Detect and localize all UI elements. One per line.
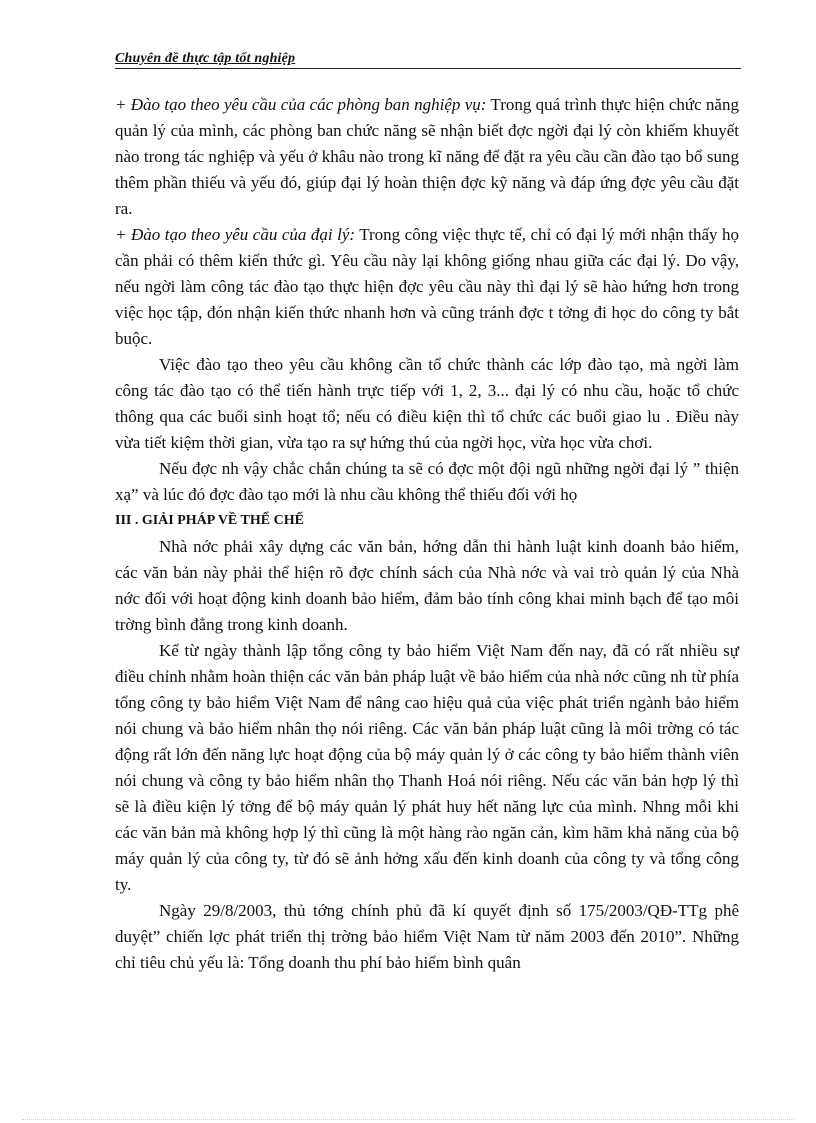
lead-agent-training: + Đào tạo theo yêu cầu của đại lý:	[115, 225, 356, 244]
page-header	[115, 46, 741, 69]
paragraph-training-result: Nếu đợc nh vậy chắc chắn chúng ta sẽ có đợc một đội ngũ những ngời đại lý ” thiện xạ” và lúc đó đợc đào tạo mới là nhu cầu không thể thiếu đối với họ	[115, 459, 739, 504]
lead-department-training: + Đào tạo theo yêu cầu của các phòng ban nghiệp vụ:	[115, 95, 487, 114]
paragraph-agent-training	[115, 222, 739, 352]
document-body	[115, 92, 739, 976]
header-title: Chuyên đề thực tập tốt nghiệp	[115, 51, 296, 66]
paragraph-state-documents: Nhà nớc phải xây dựng các văn bản, hớng dẫn thi hành luật kinh doanh bảo hiểm, các văn bản này phải thể hiện rõ đợc chính sách của Nhà nớc và vai trò quản lý của Nhà nớc đối với hoạt động kinh doanh bảo hiểm, đảm bảo tính công khai minh bạch để tạo môi trờng bình đẳng trong kinh doanh.	[115, 537, 739, 634]
paragraph-legal-adjustments: Kể từ ngày thành lập tổng công ty bảo hiểm Việt Nam đến nay, đã có rất nhiều sự điều chỉnh nhằm hoàn thiện các văn bản pháp luật về bảo hiểm của nhà nớc cũng nh từ phía tổng công ty bảo hiểm Việt Nam để nâng cao hiệu quả của việc phát triển ngành bảo hiểm nói chung và bảo hiểm nhân thọ nói riêng. Các văn bản pháp luật cũng là môi trờng có tác động rất lớn đến năng lực hoạt động của bộ máy quản lý ở các công ty bảo hiểm thành viên nói chung và công ty bảo hiểm nhân thọ Thanh Hoá nói riêng. Nếu các văn bản hợp lý thì sẽ là điều kiện lý tởng để bộ máy quản lý phát huy hết năng lực của mình. Nhng mỗi khi các văn bản mà không hợp lý thì cũng là một hàng rào ngăn cản, kìm hãm khả năng của bộ máy quản lý của công ty, từ đó sẽ ảnh hởng xấu đến kinh doanh của công ty và tổng công ty.	[115, 641, 739, 894]
paragraph-decision-175: Ngày 29/8/2003, thủ tớng chính phủ đã kí quyết định số 175/2003/QĐ-TTg phê duyệt” chiến lợc phát triển thị trờng bảo hiểm Việt Nam từ năm 2003 đến 2010”. Những chỉ tiêu chủ yếu là: Tổng doanh thu phí bảo hiểm bình quân	[115, 901, 739, 972]
paragraph-department-training	[115, 92, 739, 222]
page-bottom-rule	[22, 1119, 794, 1120]
section-heading: III . GIẢI PHÁP VỀ THỂ CHẾ	[115, 513, 304, 528]
paragraph-training-method: Việc đào tạo theo yêu cầu không cần tổ chức thành các lớp đào tạo, mà ngời làm công tác đào tạo có thể tiến hành trực tiếp với 1, 2, 3... đại lý có nhu cầu, hoặc tổ chức thông qua các buổi sinh hoạt tổ; nếu có điều kiện thì tổ chức các buổi giao lu . Điều này vừa tiết kiệm thời gian, vừa tạo ra sự hứng thú của ngời học, vừa học vừa chơi.	[115, 355, 739, 452]
text-department-training: Trong quá trình thực hiện chức năng quản lý của mình, các phòng ban chức năng sẽ nhận biết đợc ngời đại lý còn khiếm khuyết nào trong tác nghiệp và yếu ở khâu nào trong kĩ năng để đặt ra yêu cầu cần đào tạo bổ sung thêm phần thiếu và yếu đó, giúp đại lý hoàn thiện đợc kỹ năng và đáp ứng đợc yêu cầu đặt ra.	[115, 95, 739, 218]
text-agent-training: Trong công việc thực tế, chỉ có đại lý mới nhận thấy họ cần phải có thêm kiến thức gì. Yêu cầu này lại không giống nhau giữa các đại lý. Do vậy, nếu ngời làm công tác đào tạo thực hiện đợc yêu cầu này thì đại lý sẽ hào hứng hơn trong việc học tập, đón nhận kiến thức nhanh hơn và cũng tránh đợc t tởng đi học do công ty bắt buộc.	[115, 225, 740, 348]
